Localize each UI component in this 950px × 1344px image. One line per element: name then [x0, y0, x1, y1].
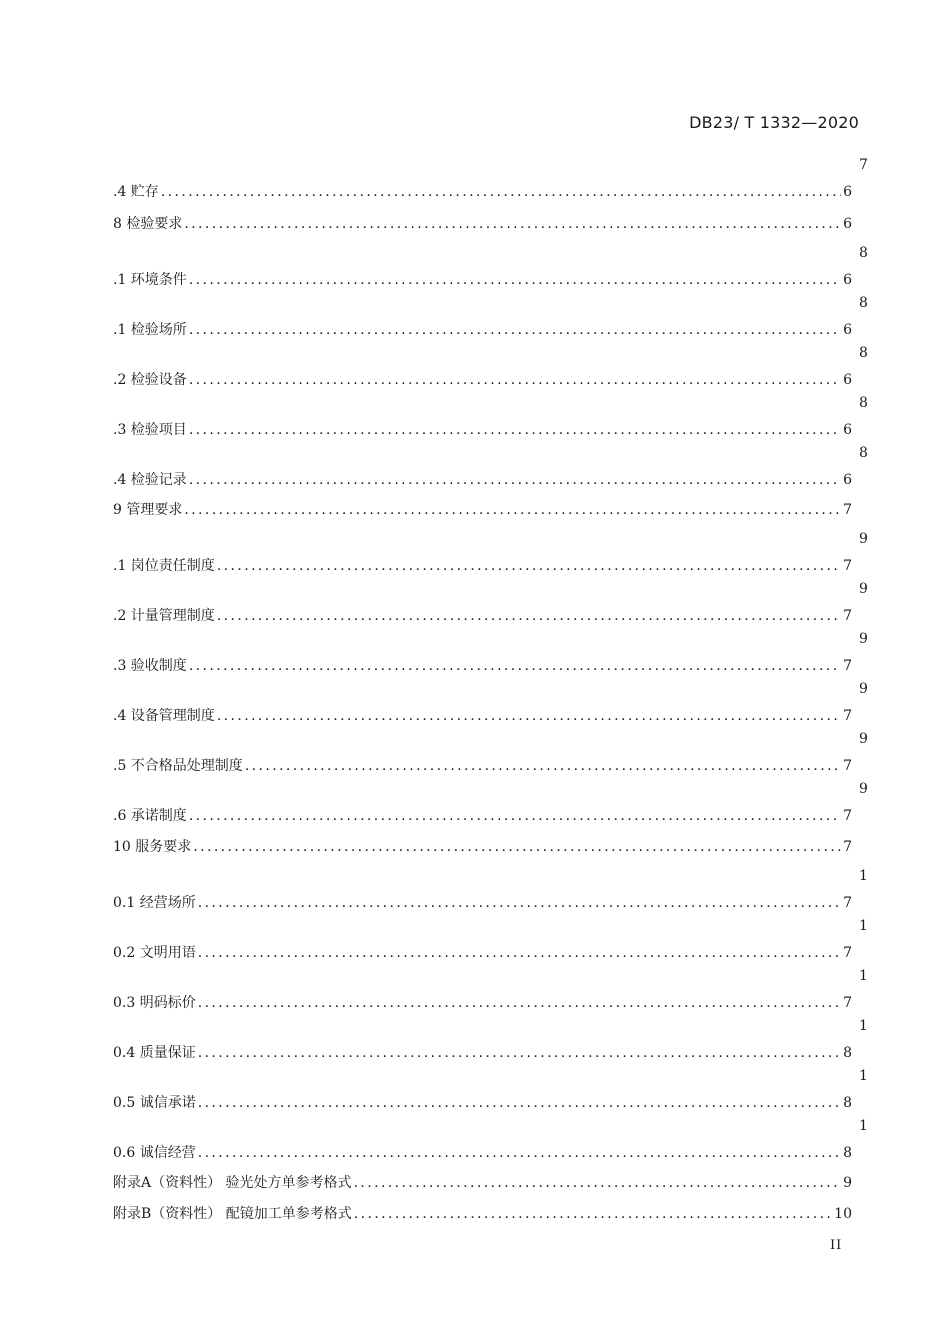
toc-entry[interactable]	[113, 892, 852, 912]
toc-entry-label: .4 设备管理制度	[113, 708, 215, 724]
toc-entry[interactable]	[113, 605, 852, 625]
toc-entry[interactable]	[113, 992, 852, 1012]
toc-entry-label: .3 验收制度	[113, 658, 187, 674]
toc-entry[interactable]	[113, 836, 852, 856]
toc-entry-page: 10	[834, 1206, 852, 1222]
toc-entry-label: .4 贮存	[113, 184, 159, 200]
toc-entry-page: 7	[843, 895, 852, 911]
toc-leader-dots	[198, 1095, 841, 1111]
toc-leader-dots	[198, 945, 841, 961]
toc-entry-page: 6	[843, 272, 852, 288]
toc-entry-page: 6	[843, 216, 852, 232]
toc-entry-label: 8 检验要求	[113, 216, 183, 232]
toc-entry-page: 7	[843, 708, 852, 724]
toc-entry-label: .4 检验记录	[113, 472, 187, 488]
toc-entry[interactable]	[113, 469, 852, 489]
toc-leader-dots	[354, 1175, 842, 1191]
toc-entry-page: 6	[843, 322, 852, 338]
toc-entry-page: 7	[843, 608, 852, 624]
toc-wrapped-digit: 8	[859, 445, 868, 461]
toc-entry-label: .6 承诺制度	[113, 808, 187, 824]
toc-entry[interactable]	[113, 1092, 852, 1112]
toc-entry-page: 7	[843, 945, 852, 961]
toc-entry-page: 7	[843, 758, 852, 774]
toc-wrapped-digit: 9	[859, 531, 868, 547]
toc-entry-page: 7	[843, 502, 852, 518]
toc-wrapped-digit: 1	[859, 1068, 868, 1084]
toc-leader-dots	[217, 708, 841, 724]
toc-entry-page: 8	[843, 1095, 852, 1111]
toc-entry-label: 附录B（资料性） 配镜加工单参考格式	[113, 1206, 352, 1222]
toc-leader-dots	[354, 1206, 832, 1222]
toc-entry-label: 0.1 经营场所	[113, 895, 196, 911]
toc-entry-label: 0.3 明码标价	[113, 995, 196, 1011]
toc-wrapped-digit: 1	[859, 1018, 868, 1034]
toc-leader-dots	[198, 1045, 841, 1061]
toc-leader-dots	[217, 558, 841, 574]
toc-leader-dots	[189, 272, 841, 288]
toc-leader-dots	[198, 895, 841, 911]
toc-entry-page: 6	[843, 472, 852, 488]
toc-wrapped-digit: 7	[859, 157, 868, 173]
toc-entry-label: 9 管理要求	[113, 502, 183, 518]
toc-entry-page: 6	[843, 422, 852, 438]
toc-wrapped-digit: 1	[859, 868, 868, 884]
toc-leader-dots	[184, 216, 841, 232]
toc-leader-dots	[245, 758, 841, 774]
toc-wrapped-digit: 9	[859, 731, 868, 747]
toc-entry-label: .5 不合格品处理制度	[113, 758, 243, 774]
toc-leader-dots	[217, 608, 841, 624]
toc-wrapped-digit: 9	[859, 631, 868, 647]
toc-entry[interactable]	[113, 942, 852, 962]
toc-entry-page: 7	[843, 995, 852, 1011]
toc-entry-page: 7	[843, 658, 852, 674]
toc-leader-dots	[198, 995, 841, 1011]
toc-leader-dots	[161, 184, 841, 200]
toc-wrapped-digit: 1	[859, 968, 868, 984]
toc-entry-page: 9	[843, 1175, 852, 1191]
toc-entry-page: 6	[843, 184, 852, 200]
toc-entry-label: .1 环境条件	[113, 272, 187, 288]
toc-wrapped-digit: 9	[859, 781, 868, 797]
toc-entry[interactable]	[113, 805, 852, 825]
toc-entry[interactable]	[113, 499, 852, 519]
document-code: DB23/ T 1332—2020	[689, 113, 859, 132]
toc-leader-dots	[189, 322, 841, 338]
toc-entry[interactable]	[113, 181, 852, 201]
toc-leader-dots	[184, 502, 841, 518]
toc-entry-page: 7	[843, 808, 852, 824]
toc-entry-label: 0.4 质量保证	[113, 1045, 196, 1061]
toc-entry-label: .1 岗位责任制度	[113, 558, 215, 574]
toc-entry-page: 8	[843, 1145, 852, 1161]
toc-leader-dots	[189, 472, 841, 488]
toc-entry[interactable]	[113, 755, 852, 775]
toc-wrapped-digit: 8	[859, 295, 868, 311]
toc-entry-page: 6	[843, 372, 852, 388]
toc-entry[interactable]	[113, 369, 852, 389]
toc-entry-label: 0.5 诚信承诺	[113, 1095, 196, 1111]
toc-entry-label: 0.6 诚信经营	[113, 1145, 196, 1161]
toc-wrapped-digit: 8	[859, 245, 868, 261]
toc-entry-label: .2 检验设备	[113, 372, 187, 388]
toc-entry-label: .1 检验场所	[113, 322, 187, 338]
toc-wrapped-digit: 1	[859, 1118, 868, 1134]
toc-leader-dots	[189, 422, 841, 438]
toc-entry[interactable]	[113, 705, 852, 725]
toc-entry-label: 0.2 文明用语	[113, 945, 196, 961]
page-number: II	[830, 1238, 843, 1253]
toc-entry-page: 8	[843, 1045, 852, 1061]
toc-leader-dots	[189, 808, 841, 824]
toc-entry[interactable]	[113, 1042, 852, 1062]
toc-wrapped-digit: 8	[859, 395, 868, 411]
toc-entry[interactable]	[113, 269, 852, 289]
toc-leader-dots	[189, 658, 841, 674]
toc-wrapped-digit: 9	[859, 681, 868, 697]
toc-wrapped-digit: 1	[859, 918, 868, 934]
toc-entry-label: .3 检验项目	[113, 422, 187, 438]
toc-entry-page: 7	[843, 558, 852, 574]
toc-wrapped-digit: 9	[859, 581, 868, 597]
toc-entry[interactable]	[113, 419, 852, 439]
toc-leader-dots	[198, 1145, 841, 1161]
toc-entry-page: 7	[843, 839, 852, 855]
toc-entry-label: 10 服务要求	[113, 839, 192, 855]
toc-entry-label: .2 计量管理制度	[113, 608, 215, 624]
toc-entry[interactable]	[113, 655, 852, 675]
toc-entry-label: 附录A（资料性） 验光处方单参考格式	[113, 1175, 352, 1191]
toc-entry[interactable]	[113, 555, 852, 575]
toc-leader-dots	[189, 372, 841, 388]
toc-entry[interactable]	[113, 1203, 852, 1223]
toc-wrapped-digit: 8	[859, 345, 868, 361]
toc-entry[interactable]	[113, 1172, 852, 1192]
toc-entry[interactable]	[113, 1142, 852, 1162]
toc-entry[interactable]	[113, 319, 852, 339]
toc-leader-dots	[193, 839, 841, 855]
toc-entry[interactable]	[113, 213, 852, 233]
